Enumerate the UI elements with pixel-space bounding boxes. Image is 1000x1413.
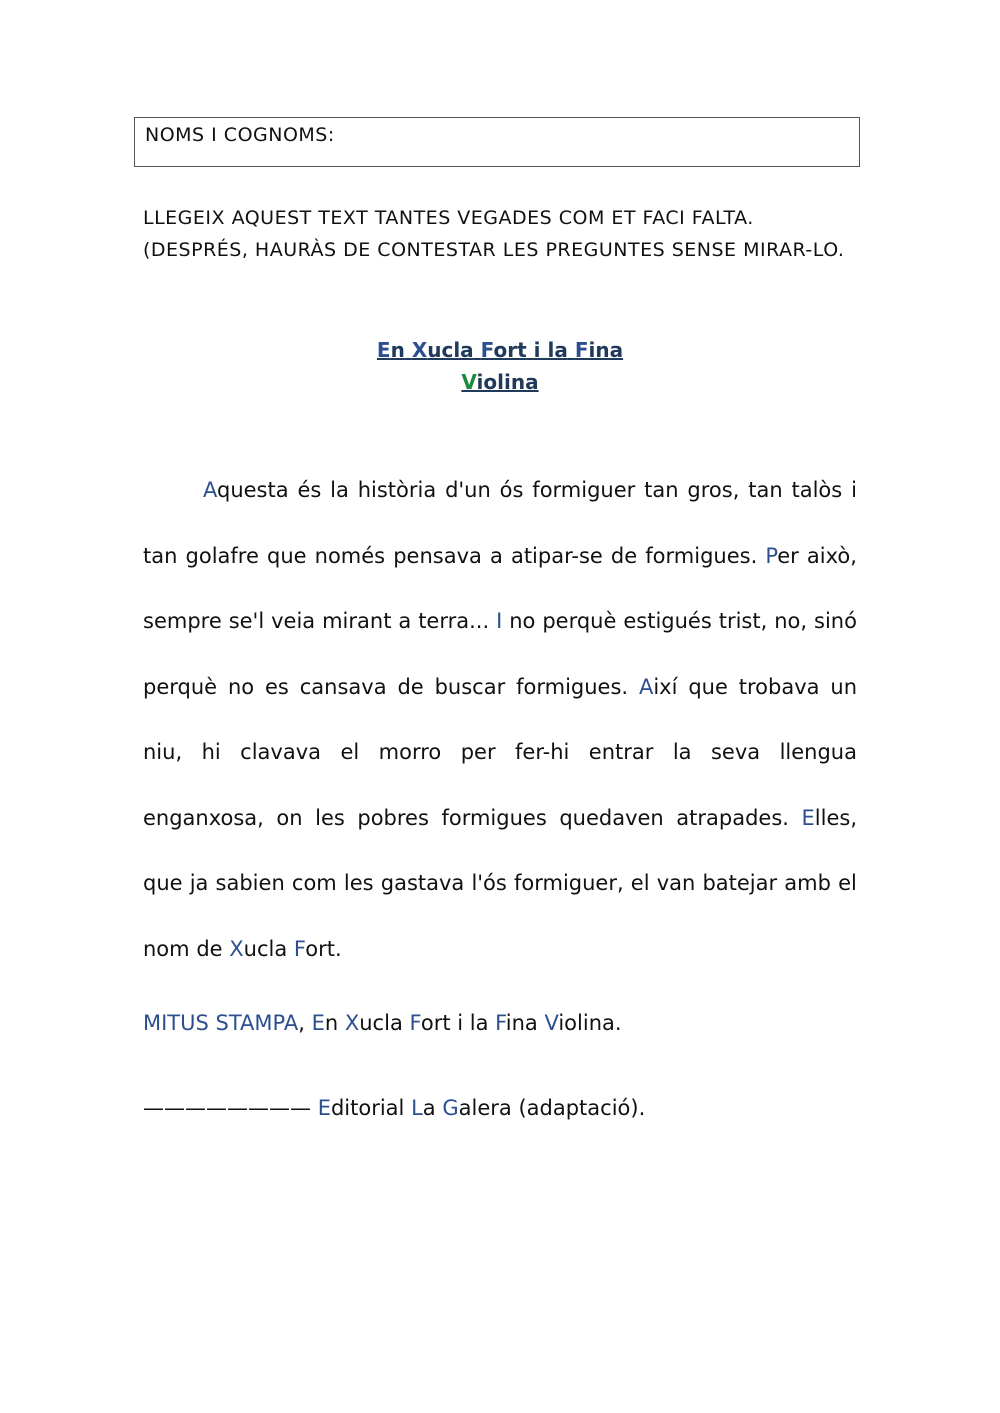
story-title [0, 334, 1000, 398]
name-field-box[interactable] [134, 117, 860, 167]
instructions [143, 202, 903, 266]
title-line-1: En Xucla Fort i la Fina [376, 338, 624, 362]
editorial-line [143, 1088, 645, 1128]
editorial-text: Editorial La Galera (adaptació). [317, 1096, 646, 1120]
instructions-line-1: LLEGEIX AQUEST TEXT TANTES VEGADES COM ET FACI FALTA. [143, 207, 754, 229]
name-label: NOMS I COGNOMS: [145, 124, 335, 146]
editorial-dashes: ———————— [143, 1096, 311, 1120]
source-citation: MITUS STAMPA, En Xucla Fort i la Fina Violina. [143, 1011, 622, 1035]
source-author: MITUS STAMPA [143, 1011, 299, 1035]
story-paragraph: Aquesta és la història d'un ós formiguer tan gros, tan talòs i tan golafre que només pensava a atipar-se de formigues. Per això, sempre se'l veia mirant a terra... I no perquè estigués trist, no, sinó perquè no es cansava de buscar formigues. Així que trobava un niu, hi clavava el morro per fer-hi entrar la seva llengua enganxosa, on les pobres formigues quedaven atrapades. Elles, que ja sabien com les gastava l'ós formiguer, el van batejar amb el nom de Xucla Fort. [143, 478, 858, 961]
title-line-2: Violina [461, 370, 539, 394]
source-work: En Xucla Fort i la Fina Violina. [311, 1011, 622, 1035]
instructions-line-2: (DESPRÉS, HAURÀS DE CONTESTAR LES PREGUNTES SENSE MIRAR-LO. [143, 239, 845, 261]
